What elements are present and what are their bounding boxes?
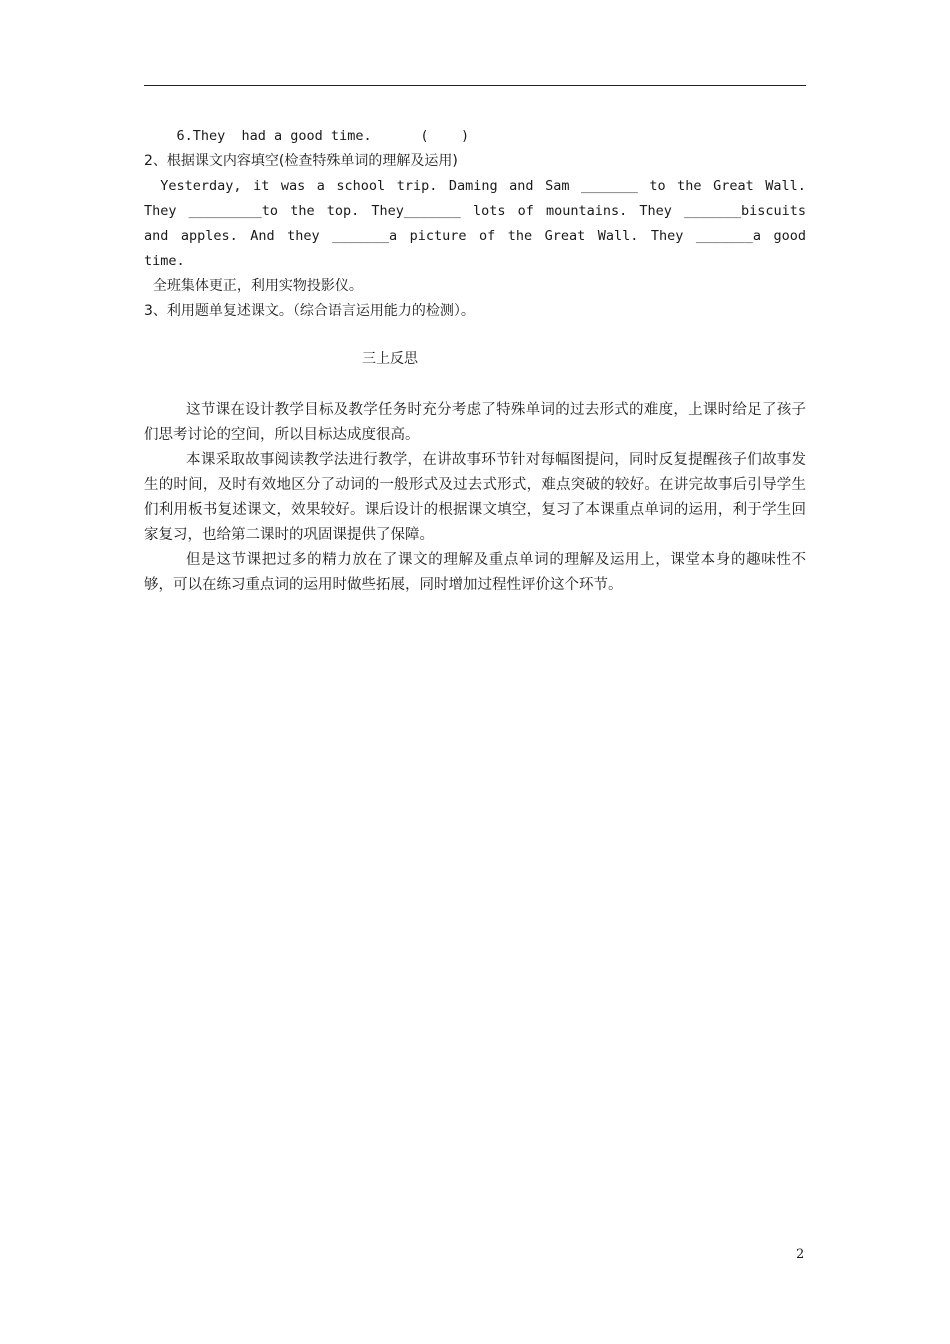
reflection-paragraph-3: 但是这节课把过多的精力放在了课文的理解及重点单词的理解及运用上，课堂本身的趣味性不够，可以在练习重点词的运用时做些拓展，同时增加过程性评价这个环节。 — [144, 552, 806, 593]
reflection-title: 三上反思 — [362, 351, 418, 367]
page-number: 2 — [796, 1247, 805, 1262]
fill-in-line-2: They _________to the top. They_______ lots of mountains. They _______biscuits — [144, 203, 806, 219]
section-3-heading: 3、利用题单复述课文。（综合语言运用能力的检测）。 — [144, 303, 475, 319]
exercise-item-6: 6.They had a good time. ( ) — [144, 128, 470, 144]
reflection-body — [144, 398, 806, 598]
page-content — [144, 124, 806, 598]
correction-note: 全班集体更正，利用实物投影仪。 — [144, 278, 363, 294]
reflection-paragraph-1: 这节课在设计教学目标及教学任务时充分考虑了特殊单词的过去形式的难度，上课时给足了孩子们思考讨论的空间，所以目标达成度很高。 — [144, 402, 806, 443]
fill-in-line-4: time. — [144, 253, 185, 269]
header-rule — [144, 85, 806, 86]
fill-in-line-3: and apples. And they _______a picture of the Great Wall. They _______a good — [144, 228, 806, 244]
reflection-paragraph-2: 本课采取故事阅读教学法进行教学，在讲故事环节针对每幅图提问，同时反复提醒孩子们故事发生的时间，及时有效地区分了动词的一般形式及过去式形式，难点突破的较好。在讲完故事后引导学生们利用板书复述课文，效果较好。课后设计的根据课文填空，复习了本课重点单词的运用，利于学生回家复习，也给第二课时的巩固课提供了保障。 — [144, 452, 806, 543]
section-2-heading: 2、根据课文内容填空(检查特殊单词的理解及运用) — [144, 153, 458, 169]
fill-in-line-1: Yesterday, it was a school trip. Daming and Sam _______ to the Great Wall. — [144, 178, 806, 194]
